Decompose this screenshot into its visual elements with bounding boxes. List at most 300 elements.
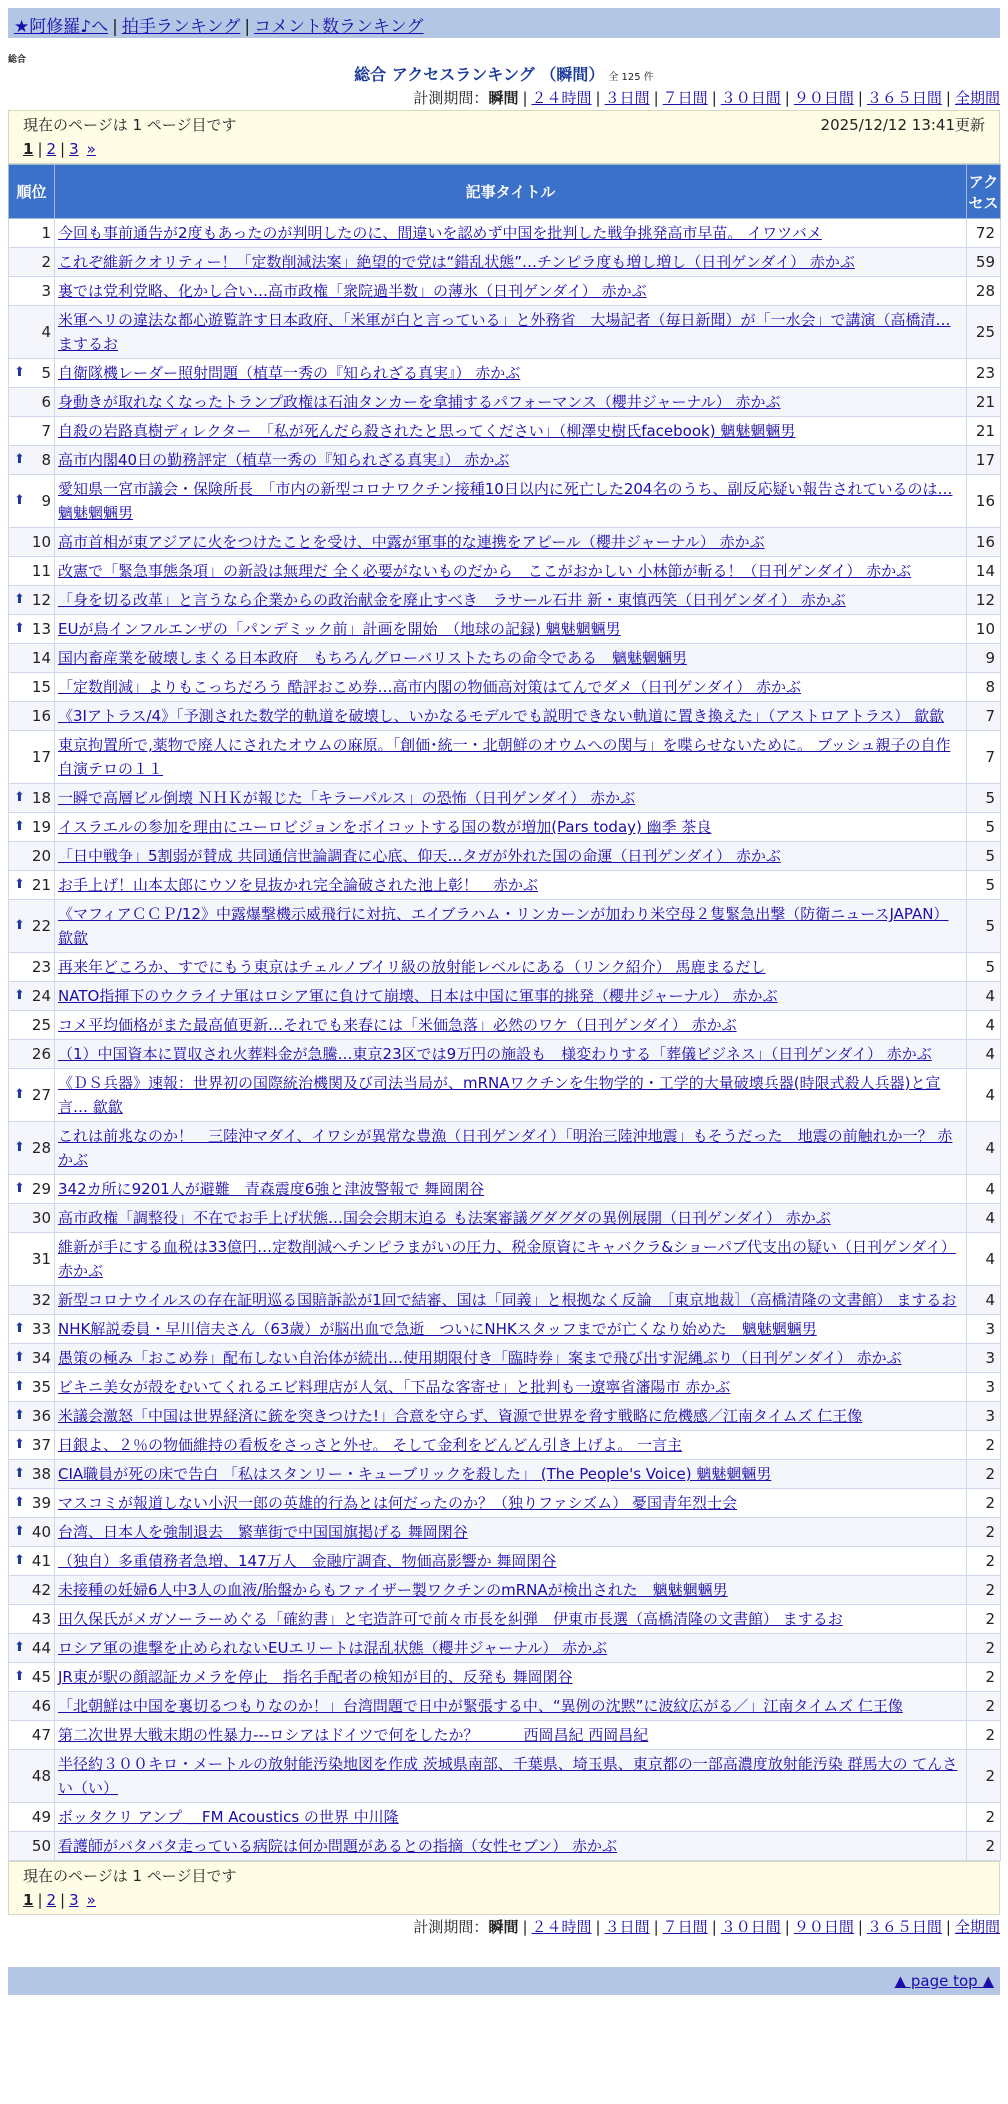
access-count: 25 — [967, 306, 1001, 359]
table-row — [9, 1576, 1001, 1605]
table-row — [9, 644, 1001, 673]
title-cell — [55, 586, 967, 615]
article-link[interactable]: お手上げ！山本太郎にウソを見抜かれ完全論破された池上彰！ 赤かぶ — [58, 876, 539, 894]
access-count: 2 — [967, 1547, 1001, 1576]
access-count: 4 — [967, 1233, 1001, 1286]
access-count: 5 — [967, 871, 1001, 900]
article-link[interactable]: 未接種の妊婦6人中3人の血液/胎盤からもファイザー製ワクチンのmRNAが検出された 魑魅魍魎男 — [58, 1581, 728, 1599]
rank-cell — [9, 1692, 55, 1721]
title-cell — [55, 1011, 967, 1040]
access-count: 5 — [967, 784, 1001, 813]
page-info-bottom: 現在のページは 1 ページ目です — [23, 1867, 237, 1885]
article-link[interactable]: 今回も事前通告が2度もあったのが判明したのに、間違いを認めず中国を批判した戦争挑発高市早苗。 イワツバメ — [58, 224, 822, 242]
article-link[interactable]: 《ＤＳ兵器》速報：世界初の国際統治機関及び司法当局が、mRNAワクチンを生物学的・工学的大量破壊兵器(時限式殺人兵器)と宣言… 歙歙 — [58, 1074, 941, 1116]
page-link-next-bottom[interactable]: » — [86, 1891, 96, 1909]
rank-number: 4 — [41, 323, 51, 341]
page-link-2[interactable]: 2 — [46, 140, 57, 158]
title-cell — [55, 248, 967, 277]
page-link-2-bottom[interactable]: 2 — [46, 1891, 57, 1909]
table-row — [9, 871, 1001, 900]
page-link-3-bottom[interactable]: 3 — [69, 1891, 79, 1909]
access-count: 16 — [967, 528, 1001, 557]
table-row — [9, 1605, 1001, 1634]
title-cell — [55, 673, 967, 702]
access-count: 17 — [967, 446, 1001, 475]
access-count: 2 — [967, 1750, 1001, 1803]
article-link[interactable]: 裏では党利党略、化かし合い…高市政権「衆院過半数」の薄氷（日刊ゲンダイ） 赤かぶ — [58, 282, 647, 300]
article-link[interactable]: マスコミが報道しない小沢一郎の英雄的行為とは何だったのか？（独りファシズム） 憂国青年烈士会 — [58, 1494, 738, 1512]
title-cell — [55, 1233, 967, 1286]
table-row — [9, 248, 1001, 277]
table-row — [9, 1011, 1001, 1040]
article-link[interactable]: 高市内閣40日の勤務評定（植草一秀の『知られざる真実』） 赤かぶ — [58, 451, 510, 469]
rank-number: 40 — [31, 1523, 51, 1541]
rank-cell — [9, 1373, 55, 1402]
rank-cell — [9, 1750, 55, 1803]
access-count: 5 — [967, 842, 1001, 871]
title-cell — [55, 1832, 967, 1861]
rank-cell — [9, 900, 55, 953]
access-count: 2 — [967, 1576, 1001, 1605]
article-link[interactable]: ボッタクリ アンプ ＿FM Acoustics の世界 中川隆 — [58, 1808, 399, 1826]
nav-link-comment-ranking[interactable]: コメント数ランキング — [254, 17, 424, 37]
arrow-up-icon: ⬆ — [14, 1495, 25, 1510]
title-cell — [55, 1431, 967, 1460]
title-cell — [55, 784, 967, 813]
rank-cell — [9, 1663, 55, 1692]
rank-cell — [9, 1204, 55, 1233]
access-count: 9 — [967, 644, 1001, 673]
page-current-bottom: 1 — [23, 1891, 34, 1909]
title-cell — [55, 1373, 967, 1402]
title-cell — [55, 1605, 967, 1634]
table-row — [9, 1344, 1001, 1373]
table-row — [9, 306, 1001, 359]
nav-link-applause-ranking[interactable]: 拍手ランキング — [121, 17, 241, 37]
rank-cell — [9, 1233, 55, 1286]
table-row — [9, 784, 1001, 813]
rank-cell — [9, 388, 55, 417]
table-row — [9, 277, 1001, 306]
article-link[interactable]: ロシア軍の進撃を止められないEUエリートは混乱状態（櫻井ジャーナル） 赤かぶ — [58, 1639, 608, 1657]
period-current: 瞬間 — [488, 89, 519, 107]
rank-cell — [9, 1547, 55, 1576]
access-count: 7 — [967, 702, 1001, 731]
article-link[interactable]: NHK解説委員・早川信夫さん（63歳）が脳出血で急逝 ついにNHKスタッフまでが亡くなり始めた 魑魅魍魎男 — [58, 1320, 817, 1338]
article-link[interactable]: 身動きが取れなくなったトランプ政権は石油タンカーを拿捕するパフォーマンス（櫻井ジャーナル） 赤かぶ — [58, 393, 781, 411]
arrow-up-icon: ⬆ — [14, 918, 25, 933]
rank-cell — [9, 1402, 55, 1431]
rank-cell — [9, 475, 55, 528]
access-count: 8 — [967, 673, 1001, 702]
rank-cell — [9, 1721, 55, 1750]
article-link[interactable]: 「定数削減」よりもこっちだろう 酷評おこめ券…高市内閣の物価高対策はてんでダメ（日刊ゲンダイ） 赤かぶ — [58, 678, 802, 696]
title-cell — [55, 1069, 967, 1122]
rank-number: 19 — [31, 818, 51, 836]
table-row — [9, 1286, 1001, 1315]
ranking-table-body — [9, 219, 1001, 1861]
access-count: 4 — [967, 1286, 1001, 1315]
rank-number: 13 — [31, 620, 51, 638]
rank-cell — [9, 586, 55, 615]
access-count: 3 — [967, 1402, 1001, 1431]
rank-number: 16 — [31, 707, 51, 725]
title-cell — [55, 1344, 967, 1373]
access-count: 3 — [967, 1315, 1001, 1344]
access-count: 21 — [967, 388, 1001, 417]
article-link[interactable]: 台湾、日本人を強制退去 繁華街で中国国旗掲げる 舞岡閑谷 — [58, 1523, 468, 1541]
arrow-up-icon: ⬆ — [14, 1553, 25, 1568]
rank-cell — [9, 982, 55, 1011]
article-link[interactable]: CIA職員が死の床で告白 「私はスタンリー・キューブリックを殺した」 (The People's Voice) 魑魅魍魎男 — [58, 1465, 772, 1483]
article-link[interactable]: EUが鳥インフルエンザの「パンデミック前」計画を開始 （地球の記録) 魑魅魍魎男 — [58, 620, 621, 638]
access-count: 4 — [967, 1040, 1001, 1069]
pagination-bottom: 現在のページは 1 ページ目です 1 | 2 | 3 » — [8, 1861, 1000, 1915]
article-link[interactable]: 東京拘置所で,薬物で廃人にされたオウムの麻原。「創価･統一・北朝鮮のオウムへの関与」を喋らせないために。 ブッシュ親子の自作自演テロの１１ — [58, 736, 951, 778]
table-row — [9, 1832, 1001, 1861]
title-cell — [55, 1576, 967, 1605]
period-label-bottom: 計測期間： — [413, 1918, 489, 1936]
table-row — [9, 1692, 1001, 1721]
title-cell — [55, 615, 967, 644]
article-link[interactable]: 一瞬で高層ビル倒壊 ＮＨＫが報じた「キラーパルス」の恐怖（日刊ゲンダイ） 赤かぶ — [58, 789, 636, 807]
table-row — [9, 1489, 1001, 1518]
title-cell — [55, 1460, 967, 1489]
access-count: 7 — [967, 731, 1001, 784]
rank-number: 44 — [31, 1639, 51, 1657]
table-row — [9, 1803, 1001, 1832]
access-count: 2 — [967, 1634, 1001, 1663]
rank-cell — [9, 615, 55, 644]
article-link[interactable]: 高市政権「調整役」不在でお手上げ状態…国会会期末迫る も法案審議グダグダの異例展開（日刊ゲンダイ） 赤かぶ — [58, 1209, 831, 1227]
access-count: 4 — [967, 1175, 1001, 1204]
table-row — [9, 702, 1001, 731]
period-link-30d-bottom[interactable]: ３０日間 — [720, 1918, 781, 1936]
pagination-top: 現在のページは 1 ページ目です 2025/12/12 13:41更新 1 | 2 | 3 » — [8, 110, 1000, 164]
rank-cell — [9, 1011, 55, 1040]
access-count: 12 — [967, 586, 1001, 615]
article-link[interactable]: 国内畜産業を破壊しまくる日本政府 もちろんグローバリストたちの命令である 魑魅魍魎男 — [58, 649, 687, 667]
access-count: 21 — [967, 417, 1001, 446]
arrow-up-icon: ⬆ — [14, 1140, 25, 1155]
page-title-line — [0, 64, 1008, 86]
title-cell — [55, 557, 967, 586]
article-link[interactable]: （独自）多重債務者急増、147万人 金融庁調査、物価高影響か 舞岡閑谷 — [58, 1552, 557, 1570]
section-label: 総合 — [8, 55, 27, 65]
rank-number: 26 — [31, 1045, 51, 1063]
period-link-all[interactable]: 全期間 — [954, 89, 1000, 107]
article-link[interactable]: NATO指揮下のウクライナ軍はロシア軍に負けて崩壊、日本は中国に軍事的挑発（櫻井ジャーナル） 赤かぶ — [58, 987, 778, 1005]
table-row — [9, 1518, 1001, 1547]
rank-number: 31 — [31, 1250, 51, 1268]
period-link-7d[interactable]: ７日間 — [662, 89, 708, 107]
page-info: 現在のページは 1 ページ目です — [23, 116, 237, 134]
article-link[interactable]: 自衛隊機レーダー照射問題（植草一秀の『知られざる真実』） 赤かぶ — [58, 364, 521, 382]
rank-number: 3 — [41, 282, 51, 300]
rank-cell — [9, 1832, 55, 1861]
rank-cell — [9, 1431, 55, 1460]
rank-number: 29 — [31, 1180, 51, 1198]
table-row — [9, 842, 1001, 871]
rank-cell — [9, 784, 55, 813]
article-link[interactable]: 米軍ヘリの違法な都心遊覧許す日本政府、「米軍が白と言っている」と外務省 大場記者（毎日新聞）が「一水会」で講演（高橋清… まするお — [58, 311, 951, 353]
rank-cell — [9, 1460, 55, 1489]
nav-link-ashura[interactable]: ★阿修羅♪へ — [14, 17, 109, 37]
rank-number: 46 — [31, 1697, 51, 1715]
rank-cell — [9, 1040, 55, 1069]
title-cell — [55, 1402, 967, 1431]
table-row — [9, 1233, 1001, 1286]
rank-cell — [9, 417, 55, 446]
period-link-24h[interactable]: ２４時間 — [531, 89, 592, 107]
rank-number: 38 — [31, 1465, 51, 1483]
access-count: 23 — [967, 359, 1001, 388]
rank-number: 2 — [41, 253, 51, 271]
rank-cell — [9, 1344, 55, 1373]
arrow-up-icon: ⬆ — [14, 819, 25, 834]
period-link-24h-bottom[interactable]: ２４時間 — [531, 1918, 592, 1936]
access-count: 28 — [967, 277, 1001, 306]
title-cell — [55, 1692, 967, 1721]
bottom-bar — [8, 1967, 1000, 1995]
title-cell — [55, 1803, 967, 1832]
rank-cell — [9, 557, 55, 586]
rank-cell — [9, 306, 55, 359]
access-count: 4 — [967, 1204, 1001, 1233]
page-link-next[interactable]: » — [86, 140, 96, 158]
title-cell — [55, 1721, 967, 1750]
article-link[interactable]: JR東が駅の顔認証カメラを停止 指名手配者の検知が目的、反発も 舞岡閑谷 — [58, 1668, 573, 1686]
article-link[interactable]: 新型コロナウイルスの存在証明巡る国賠訴訟が1回で結審、国は「同義」と根拠なく反論 ［東京地裁］（高橋清隆の文書館） まするお — [58, 1291, 957, 1309]
rank-number: 27 — [31, 1086, 51, 1104]
rank-cell — [9, 446, 55, 475]
rank-number: 11 — [31, 562, 51, 580]
title-cell — [55, 813, 967, 842]
rank-number: 43 — [31, 1610, 51, 1628]
table-row — [9, 528, 1001, 557]
title-cell — [55, 306, 967, 359]
article-link[interactable]: （1）中国資本に買収され火葬料金が急騰…東京23区では9万円の施設も 様変わりする「葬儀ビジネス」（日刊ゲンダイ） 赤かぶ — [58, 1045, 932, 1063]
access-count: 2 — [967, 1663, 1001, 1692]
title-cell — [55, 1175, 967, 1204]
period-link-30d[interactable]: ３０日間 — [720, 89, 781, 107]
access-count: 10 — [967, 615, 1001, 644]
rank-number: 35 — [31, 1378, 51, 1396]
rank-cell — [9, 673, 55, 702]
arrow-up-icon: ⬆ — [14, 1408, 25, 1423]
title-cell — [55, 644, 967, 673]
title-cell — [55, 1518, 967, 1547]
page-top-link[interactable]: ▲ page top ▲ — [894, 1972, 994, 1990]
arrow-up-icon: ⬆ — [14, 988, 25, 1003]
table-row — [9, 1040, 1001, 1069]
title-cell — [55, 900, 967, 953]
title-cell — [55, 417, 967, 446]
article-link[interactable]: 高市首相が東アジアに火をつけたことを受け、中露が軍事的な連携をアピール（櫻井ジャーナル） 赤かぶ — [58, 533, 765, 551]
table-row — [9, 1069, 1001, 1122]
rank-cell — [9, 644, 55, 673]
rank-number: 50 — [31, 1837, 51, 1855]
article-link[interactable]: 《3Iアトラス/4》「予測された数学的軌道を破壊し、いかなるモデルでも説明できない軌道に置き換えた」（アストロアトラス） 歙歙 — [58, 707, 945, 725]
period-current-bottom: 瞬間 — [488, 1918, 519, 1936]
access-count: 5 — [967, 813, 1001, 842]
article-link[interactable]: 第二次世界大戦末期の性暴力---ロシアはドイツで何をしたか？ 西岡昌紀 西岡昌紀 — [58, 1726, 649, 1744]
rank-cell — [9, 219, 55, 248]
access-count: 2 — [967, 1803, 1001, 1832]
period-link-365d-bottom[interactable]: ３６５日間 — [866, 1918, 942, 1936]
article-link[interactable]: ビキニ美女が殻をむいてくれるエビ料理店が人気、「下品な客寄せ」と批判も一遼寧省瀋陽市 赤かぶ — [58, 1378, 731, 1396]
table-row — [9, 1750, 1001, 1803]
table-row — [9, 1547, 1001, 1576]
nav-separator: | — [112, 17, 118, 37]
period-link-all-bottom[interactable]: 全期間 — [954, 1918, 1000, 1936]
article-link[interactable]: 愛知県一宮市議会・保険所長 「市内の新型コロナワクチン接種10日以内に死亡した204名のうち、副反応疑い報告されているのは… 魑魅魍魎男 — [58, 480, 953, 522]
article-link[interactable]: 《マフィアＣＣＰ/12》中露爆撃機示威飛行に対抗、エイブラハム・リンカーンが加わり米空母２隻緊急出撃（防衛ニュースJAPAN） 歙歙 — [58, 905, 949, 947]
rank-number: 1 — [41, 224, 51, 242]
arrow-up-icon: ⬆ — [14, 1087, 25, 1102]
arrow-up-icon: ⬆ — [14, 1379, 25, 1394]
article-link[interactable]: 愚策の極み「おこめ券」配布しない自治体が続出…使用期限付き「臨時券」案まで飛び出す泥縄ぶり（日刊ゲンダイ） 赤かぶ — [58, 1349, 902, 1367]
table-row — [9, 359, 1001, 388]
rank-cell — [9, 842, 55, 871]
article-link[interactable]: 342カ所に9201人が避難 青森震度6強と津波警報で 舞岡閑谷 — [58, 1180, 485, 1198]
article-link[interactable]: 改憲で「緊急事態条項」の新設は無理だ 全く必要がないものだから ここがおかしい 小林節が斬る！（日刊ゲンダイ） 赤かぶ — [58, 562, 912, 580]
table-row — [9, 586, 1001, 615]
arrow-up-icon: ⬆ — [14, 621, 25, 636]
period-link-3d-bottom[interactable]: ３日間 — [604, 1918, 650, 1936]
title-cell — [55, 277, 967, 306]
access-count: 2 — [967, 1431, 1001, 1460]
access-count: 72 — [967, 219, 1001, 248]
rank-cell — [9, 953, 55, 982]
period-link-3d[interactable]: ３日間 — [604, 89, 650, 107]
header-access: アクセス — [967, 165, 1001, 219]
period-link-90d[interactable]: ９０日間 — [793, 89, 854, 107]
rank-cell — [9, 248, 55, 277]
table-row — [9, 731, 1001, 784]
access-count: 4 — [967, 1011, 1001, 1040]
page-link-3[interactable]: 3 — [69, 140, 79, 158]
period-link-7d-bottom[interactable]: ７日間 — [662, 1918, 708, 1936]
rank-number: 41 — [31, 1552, 51, 1570]
article-link[interactable]: これぞ維新クオリティー！「定数削減法案」絶望的で党は“錯乱状態”…チンピラ度も増し増し（日刊ゲンダイ） 赤かぶ — [58, 253, 855, 271]
rank-number: 45 — [31, 1668, 51, 1686]
access-count: 59 — [967, 248, 1001, 277]
article-link[interactable]: これは前兆なのか！ 三陸沖マダイ、イワシが異常な豊漁（日刊ゲンダイ）「明治三陸沖地震」もそうだった 地震の前触れか一？ 赤かぶ — [58, 1127, 953, 1169]
page-current: 1 — [23, 140, 34, 158]
rank-number: 18 — [31, 789, 51, 807]
rank-cell — [9, 1315, 55, 1344]
table-row — [9, 1431, 1001, 1460]
nav-separator: | — [244, 17, 251, 37]
rank-cell — [9, 1605, 55, 1634]
rank-cell — [9, 1634, 55, 1663]
title-cell — [55, 1489, 967, 1518]
table-row — [9, 1402, 1001, 1431]
article-link[interactable]: 「身を切る改革」と言うなら企業からの政治献金を廃止すべき ラサール石井 新・東慎西笑（日刊ゲンダイ） 赤かぶ — [58, 591, 846, 609]
article-link[interactable]: イスラエルの参加を理由にユーロビジョンをボイコットする国の数が増加(Pars today) 幽季 茶良 — [58, 818, 712, 836]
rank-cell — [9, 731, 55, 784]
article-link[interactable]: 「北朝鮮は中国を裏切るつもりなのか！」台湾問題で日中が緊張する中、“異例の沈黙”に波紋広がる／」江南タイムズ 仁王像 — [58, 1697, 903, 1715]
title-cell — [55, 359, 967, 388]
title-cell — [55, 1122, 967, 1175]
table-row — [9, 1634, 1001, 1663]
access-count: 2 — [967, 1692, 1001, 1721]
article-link[interactable]: コメ平均価格がまた最高値更新…それでも来春には「米価急落」必然のワケ（日刊ゲンダイ） 赤かぶ — [58, 1016, 737, 1034]
rank-cell — [9, 1489, 55, 1518]
arrow-up-icon: ⬆ — [14, 592, 25, 607]
title-cell — [55, 1547, 967, 1576]
period-selector-bottom: 計測期間：瞬間 | ２４時間 | ３日間 | ７日間 | ３０日間 | ９０日間 | ３６５日間 | 全期間 — [413, 1918, 1000, 1936]
table-row — [9, 953, 1001, 982]
article-link[interactable]: 日銀よ、２％の物価維持の看板をさっさと外せ。 そして金利をどんどん引き上げよ。 一言主 — [58, 1436, 683, 1454]
rank-number: 25 — [31, 1016, 51, 1034]
access-count: 3 — [967, 1344, 1001, 1373]
article-link[interactable]: 再来年どころか、すでにもう東京はチェルノブイリ級の放射能レベルにある（リンク紹介） 馬鹿まるだし — [58, 958, 766, 976]
updated-timestamp: 2025/12/12 13:41更新 — [820, 116, 985, 134]
article-link[interactable]: 半径約３００キロ・メートルの放射能汚染地図を作成 茨城県南部、千葉県、埼玉県、東京都の一部高濃度放射能汚染 群馬大の てんさい（い） — [58, 1755, 958, 1797]
arrow-up-icon: ⬆ — [14, 1524, 25, 1539]
title-cell — [55, 842, 967, 871]
table-row — [9, 1721, 1001, 1750]
article-link[interactable]: 「日中戦争」5割弱が賛成 共同通信世論調査に心底、仰天…タガが外れた国の命運（日刊ゲンダイ） 赤かぶ — [58, 847, 781, 865]
access-count: 16 — [967, 475, 1001, 528]
access-count: 14 — [967, 557, 1001, 586]
article-link[interactable]: 米議会激怒「中国は世界経済に銃を突きつけた!」合意を守らず、資源で世界を脅す戦略に危機感／江南タイムズ 仁王像 — [58, 1407, 863, 1425]
access-count: 2 — [967, 1518, 1001, 1547]
title-cell — [55, 219, 967, 248]
rank-number: 20 — [31, 847, 51, 865]
period-selector-top: 計測期間：瞬間 | ２４時間 | ３日間 | ７日間 | ３０日間 | ９０日間 | ３６５日間 | 全期間 — [413, 89, 1000, 107]
arrow-up-icon: ⬆ — [14, 1437, 25, 1452]
access-count: 2 — [967, 1605, 1001, 1634]
table-row — [9, 673, 1001, 702]
arrow-up-icon: ⬆ — [14, 1669, 25, 1684]
access-count: 4 — [967, 982, 1001, 1011]
table-row — [9, 557, 1001, 586]
title-cell — [55, 1663, 967, 1692]
period-link-90d-bottom[interactable]: ９０日間 — [793, 1918, 854, 1936]
access-count: 5 — [967, 953, 1001, 982]
table-row — [9, 1373, 1001, 1402]
access-count: 2 — [967, 1832, 1001, 1861]
header-title: 記事タイトル — [55, 165, 967, 219]
rank-number: 14 — [31, 649, 51, 667]
total-count: 全 125 件 — [608, 72, 654, 83]
arrow-up-icon: ⬆ — [14, 365, 25, 380]
title-cell — [55, 1634, 967, 1663]
rank-number: 34 — [31, 1349, 51, 1367]
access-count: 4 — [967, 1122, 1001, 1175]
article-link[interactable]: 自殺の岩路真樹ディレクター 「私が死んだら殺されたと思ってください」（柳澤史樹氏facebook) 魑魅魍魎男 — [58, 422, 796, 440]
article-link[interactable]: 田久保氏がメガソーラーめぐる「確約書」と宅造許可で前々市長を糾弾 伊東市長選（高橋清隆の文書館） まするお — [58, 1610, 843, 1628]
arrow-up-icon: ⬆ — [14, 1181, 25, 1196]
rank-cell — [9, 1122, 55, 1175]
period-link-365d[interactable]: ３６５日間 — [866, 89, 942, 107]
rank-number: 49 — [31, 1808, 51, 1826]
title-cell — [55, 871, 967, 900]
rank-cell — [9, 1803, 55, 1832]
title-cell — [55, 1204, 967, 1233]
article-link[interactable]: 看護師がバタバタ走っている病院は何か問題があるとの指摘（女性セブン） 赤かぶ — [58, 1837, 618, 1855]
table-row — [9, 1122, 1001, 1175]
rank-number: 21 — [31, 876, 51, 894]
rank-cell — [9, 1518, 55, 1547]
article-link[interactable]: 維新が手にする血税は33億円…定数削減へチンピラまがいの圧力、税金原資にキャバクラ&ショーパブ代支出の疑い（日刊ゲンダイ） 赤かぶ — [58, 1238, 956, 1280]
table-row — [9, 1460, 1001, 1489]
access-count: 3 — [967, 1373, 1001, 1402]
rank-number: 9 — [41, 492, 51, 510]
